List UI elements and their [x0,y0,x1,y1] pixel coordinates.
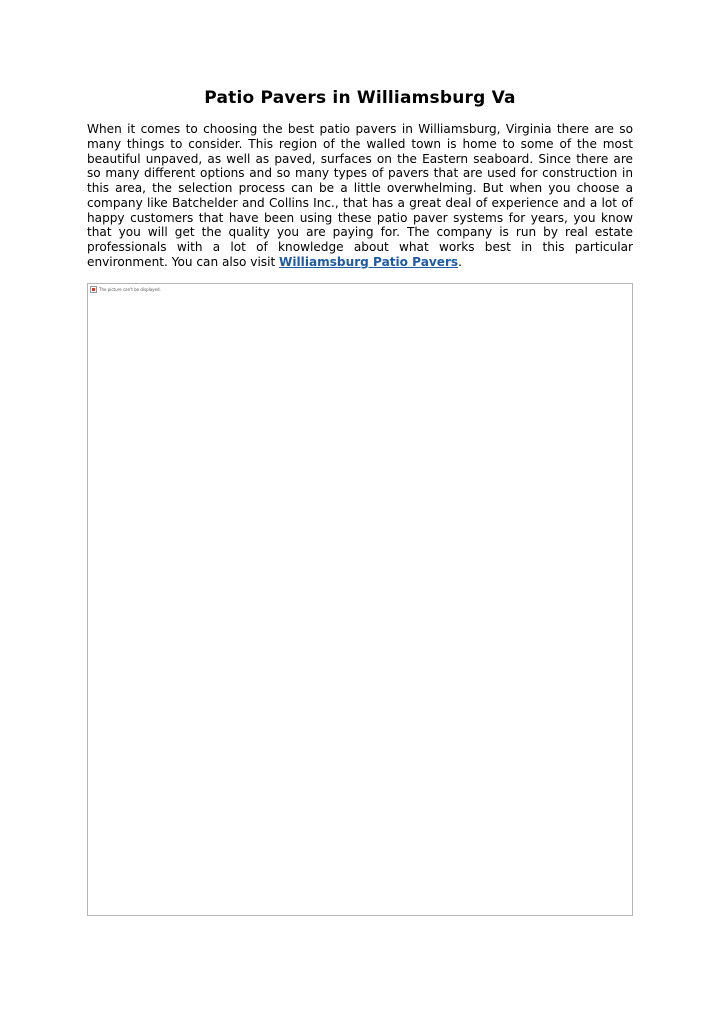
paragraph-text: When it comes to choosing the best patio pavers in Williamsburg, Virginia there are so many things to consider. This region of the walled town is home to some of the most beautiful unpaved, as well as paved, surfaces on the Eastern seaboard. Since there are so many different options and so many types of pavers that are used for construction in this area, the selection process can be a little overwhelming. But when you choose a company like Batchelder and Collins Inc., that has a great deal of experience and a lot of happy customers that have been using these patio paver systems for years, you know that you will get the quality you are paying for. The company is run by real estate professionals with a lot of knowledge about what works best in this particular environment. You can also visit [87,122,633,269]
page-title: Patio Pavers in Williamsburg Va [204,88,516,108]
image-alt-text: The picture can't be displayed. [99,287,161,292]
williamsburg-patio-pavers-link[interactable]: Williamsburg Patio Pavers [279,254,459,269]
body-paragraph [87,122,633,270]
broken-image-icon [90,286,97,293]
link-suffix: . [458,254,462,269]
image-placeholder [87,283,633,916]
broken-image-notice [90,286,161,293]
